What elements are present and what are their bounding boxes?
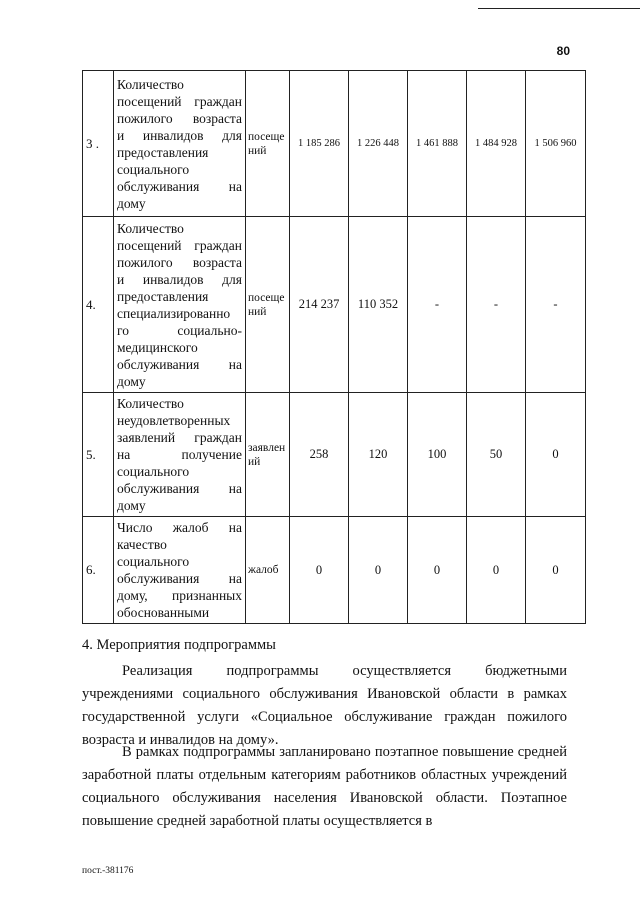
top-rule [478,8,640,9]
value-cell: 0 [526,517,586,624]
indicator-name-line: качество [117,537,167,552]
indicator-name-line: го социально- [117,322,242,338]
table-row [83,517,586,624]
unit-cell: посеще ний [246,71,290,217]
indicator-name [114,217,246,393]
value-cell: 110 352 [349,217,408,393]
value-cell: 50 [467,393,526,517]
indicator-name-line: социального [117,161,190,177]
indicator-name-line: дому [117,373,146,389]
table-row [83,393,586,517]
indicators-table [82,70,586,624]
indicator-name-line: посещений граждан [117,237,242,253]
section-heading: 4. Мероприятия подпрограммы [82,637,276,653]
indicator-name-line: Число жалоб на [117,520,242,535]
value-cell: 1 484 928 [467,71,526,217]
value-cell: - [467,217,526,393]
indicator-name-line: обслуживания на [117,481,242,496]
indicator-name-line: обслуживания на [117,356,242,372]
indicator-name-line: предоставления [117,144,209,160]
paragraph-2: В рамках подпрограммы запланировано поэтапное повышение средней заработной платы отдельным категориям работников областных учреждений социального обслуживания населения Ивановской области. Поэтапное повышение средней заработной платы осуществляется в [82,744,567,829]
indicator-name-line: социального [117,554,190,569]
unit-cell: посеще ний [246,217,290,393]
indicator-name-line: обслуживания на [117,178,242,194]
unit-cell: заявлен ий [246,393,290,517]
paragraph-1: Реализация подпрограммы осуществляется бюджетными учреждениями социального обслуживания Ивановской области в рамках государственной услуги «Социальное обслуживание граждан пожилого возраста и инвалидов на дому». [82,663,567,748]
row-number: 6. [83,517,114,624]
value-cell: - [526,217,586,393]
table-row [83,71,586,217]
indicator-name-line: неудовлетворенных [117,413,231,428]
value-cell: 0 [290,517,349,624]
indicator-name-line: социального [117,464,190,479]
indicator-name-line: Количество [117,396,184,411]
value-cell: - [408,217,467,393]
row-number: 5. [83,393,114,517]
indicator-name-line: и инвалидов для [117,127,242,143]
value-cell: 0 [349,517,408,624]
indicator-name-line: заявлений граждан [117,430,242,445]
indicator-name-line: и инвалидов для [117,271,242,287]
footer-code: пост.-381176 [82,866,134,876]
indicator-name-line: Количество [117,76,184,92]
indicator-name-line: медицинского [117,339,198,355]
value-cell: 120 [349,393,408,517]
value-cell: 1 185 286 [290,71,349,217]
indicator-name-line: дому [117,195,146,211]
indicator-name-line: посещений граждан [117,93,242,109]
indicator-name [114,517,246,624]
indicator-name-line: дому, признанных [117,588,242,603]
indicator-name-line: Количество [117,220,184,236]
indicator-name-line: на получение [117,447,242,462]
value-cell: 258 [290,393,349,517]
value-cell: 0 [408,517,467,624]
indicator-name-line: обоснованными [117,605,210,620]
page-number: 80 [556,44,570,58]
unit-cell: жалоб [246,517,290,624]
value-cell: 1 506 960 [526,71,586,217]
indicator-name-line: предоставления [117,288,209,304]
indicator-name-line: пожилого возраста [117,110,242,126]
value-cell: 0 [526,393,586,517]
indicator-name-line: обслуживания на [117,571,242,586]
row-number: 3 . [83,71,114,217]
value-cell: 1 226 448 [349,71,408,217]
row-number: 4. [83,217,114,393]
value-cell: 0 [467,517,526,624]
value-cell: 214 237 [290,217,349,393]
table-row [83,217,586,393]
indicator-name-line: пожилого возраста [117,254,242,270]
value-cell: 1 461 888 [408,71,467,217]
value-cell: 100 [408,393,467,517]
indicator-name-line: дому [117,498,146,513]
indicator-name-line: специализированно [117,305,231,321]
indicator-name [114,393,246,517]
indicator-name [114,71,246,217]
